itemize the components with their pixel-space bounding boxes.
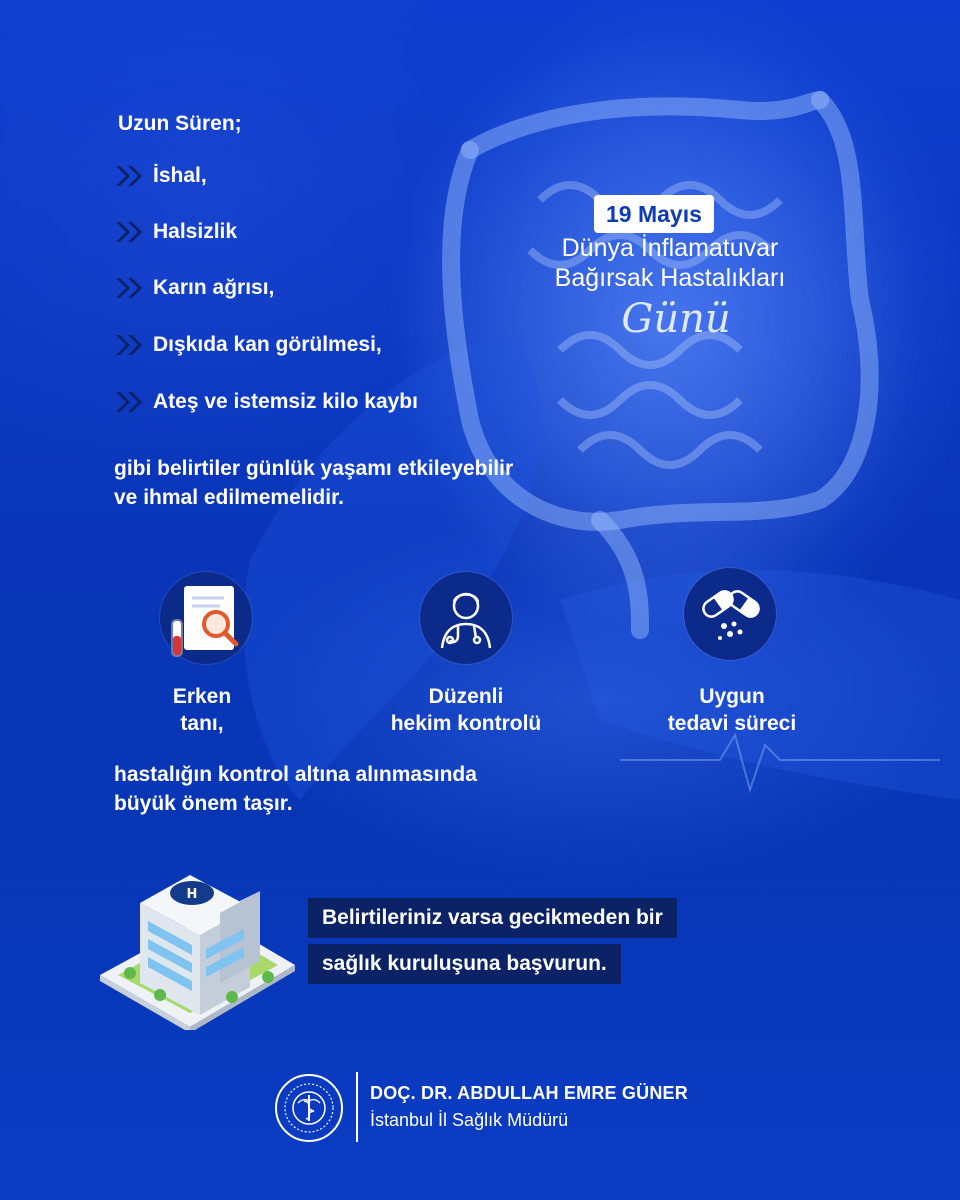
importance-line: büyük önem taşır. <box>114 792 293 815</box>
step-icon-circle <box>684 568 776 660</box>
intro-text: Uzun Süren; <box>118 112 242 135</box>
double-chevron-icon <box>113 390 147 414</box>
svg-text:H: H <box>186 887 198 902</box>
symptom-label: İshal, <box>153 164 207 187</box>
step-label <box>632 683 832 737</box>
step-label-line: Düzenli <box>428 685 504 708</box>
double-chevron-icon <box>113 333 147 357</box>
lab-report-magnifier-icon <box>160 572 252 664</box>
symptom-item <box>113 384 418 420</box>
footer-role: İstanbul İl Sağlık Müdürü <box>370 1110 569 1130</box>
step-label-line: tanı, <box>180 712 224 735</box>
warning-line: ve ihmal edilmemelidir. <box>114 486 344 509</box>
cta-line: Belirtileriniz varsa gecikmeden bir <box>308 898 677 938</box>
importance-text <box>114 760 477 818</box>
event-date-badge: 19 Mayıs <box>594 195 714 233</box>
step-label-line: tedavi süreci <box>667 712 797 735</box>
step-label <box>366 683 566 737</box>
step-label-line: hekim kontrolü <box>390 712 542 735</box>
double-chevron-icon <box>113 276 147 300</box>
symptom-item <box>113 270 274 306</box>
symptom-label: Karın ağrısı, <box>153 276 275 299</box>
footer-divider <box>356 1072 358 1142</box>
step-label-line: Uygun <box>699 685 765 708</box>
cta-line: sağlık kuruluşuna başvurun. <box>308 944 621 984</box>
event-title-line: Bağırsak Hastalıkları <box>554 264 786 292</box>
hospital-building-icon <box>100 855 300 1030</box>
symptom-label: Dışkıda kan görülmesi, <box>153 333 382 356</box>
symptom-label: Halsizlik <box>153 220 238 243</box>
footer-name: DOÇ. DR. ABDULLAH EMRE GÜNER <box>370 1083 688 1103</box>
event-title-line: Dünya İnflamatuvar <box>561 234 779 262</box>
double-chevron-icon <box>113 164 147 188</box>
pills-icon <box>684 568 776 660</box>
warning-line: gibi belirtiler günlük yaşamı etkileyebilir <box>114 457 514 480</box>
symptoms-warning-text <box>114 454 513 512</box>
symptom-item <box>113 327 382 363</box>
step-icon-circle <box>160 572 252 664</box>
step-icon-circle <box>420 572 512 664</box>
doctor-icon <box>420 572 512 664</box>
step-label-line: Erken <box>172 685 232 708</box>
double-chevron-icon <box>113 220 147 244</box>
event-title-script: Günü <box>621 296 731 342</box>
symptom-item <box>113 214 237 250</box>
step-label <box>102 683 302 737</box>
symptom-item <box>113 158 207 194</box>
importance-line: hastalığın kontrol altına alınmasında <box>114 763 477 786</box>
ministry-seal-icon <box>274 1073 344 1143</box>
event-title <box>500 233 840 293</box>
symptom-label: Ateş ve istemsiz kilo kaybı <box>153 390 418 413</box>
